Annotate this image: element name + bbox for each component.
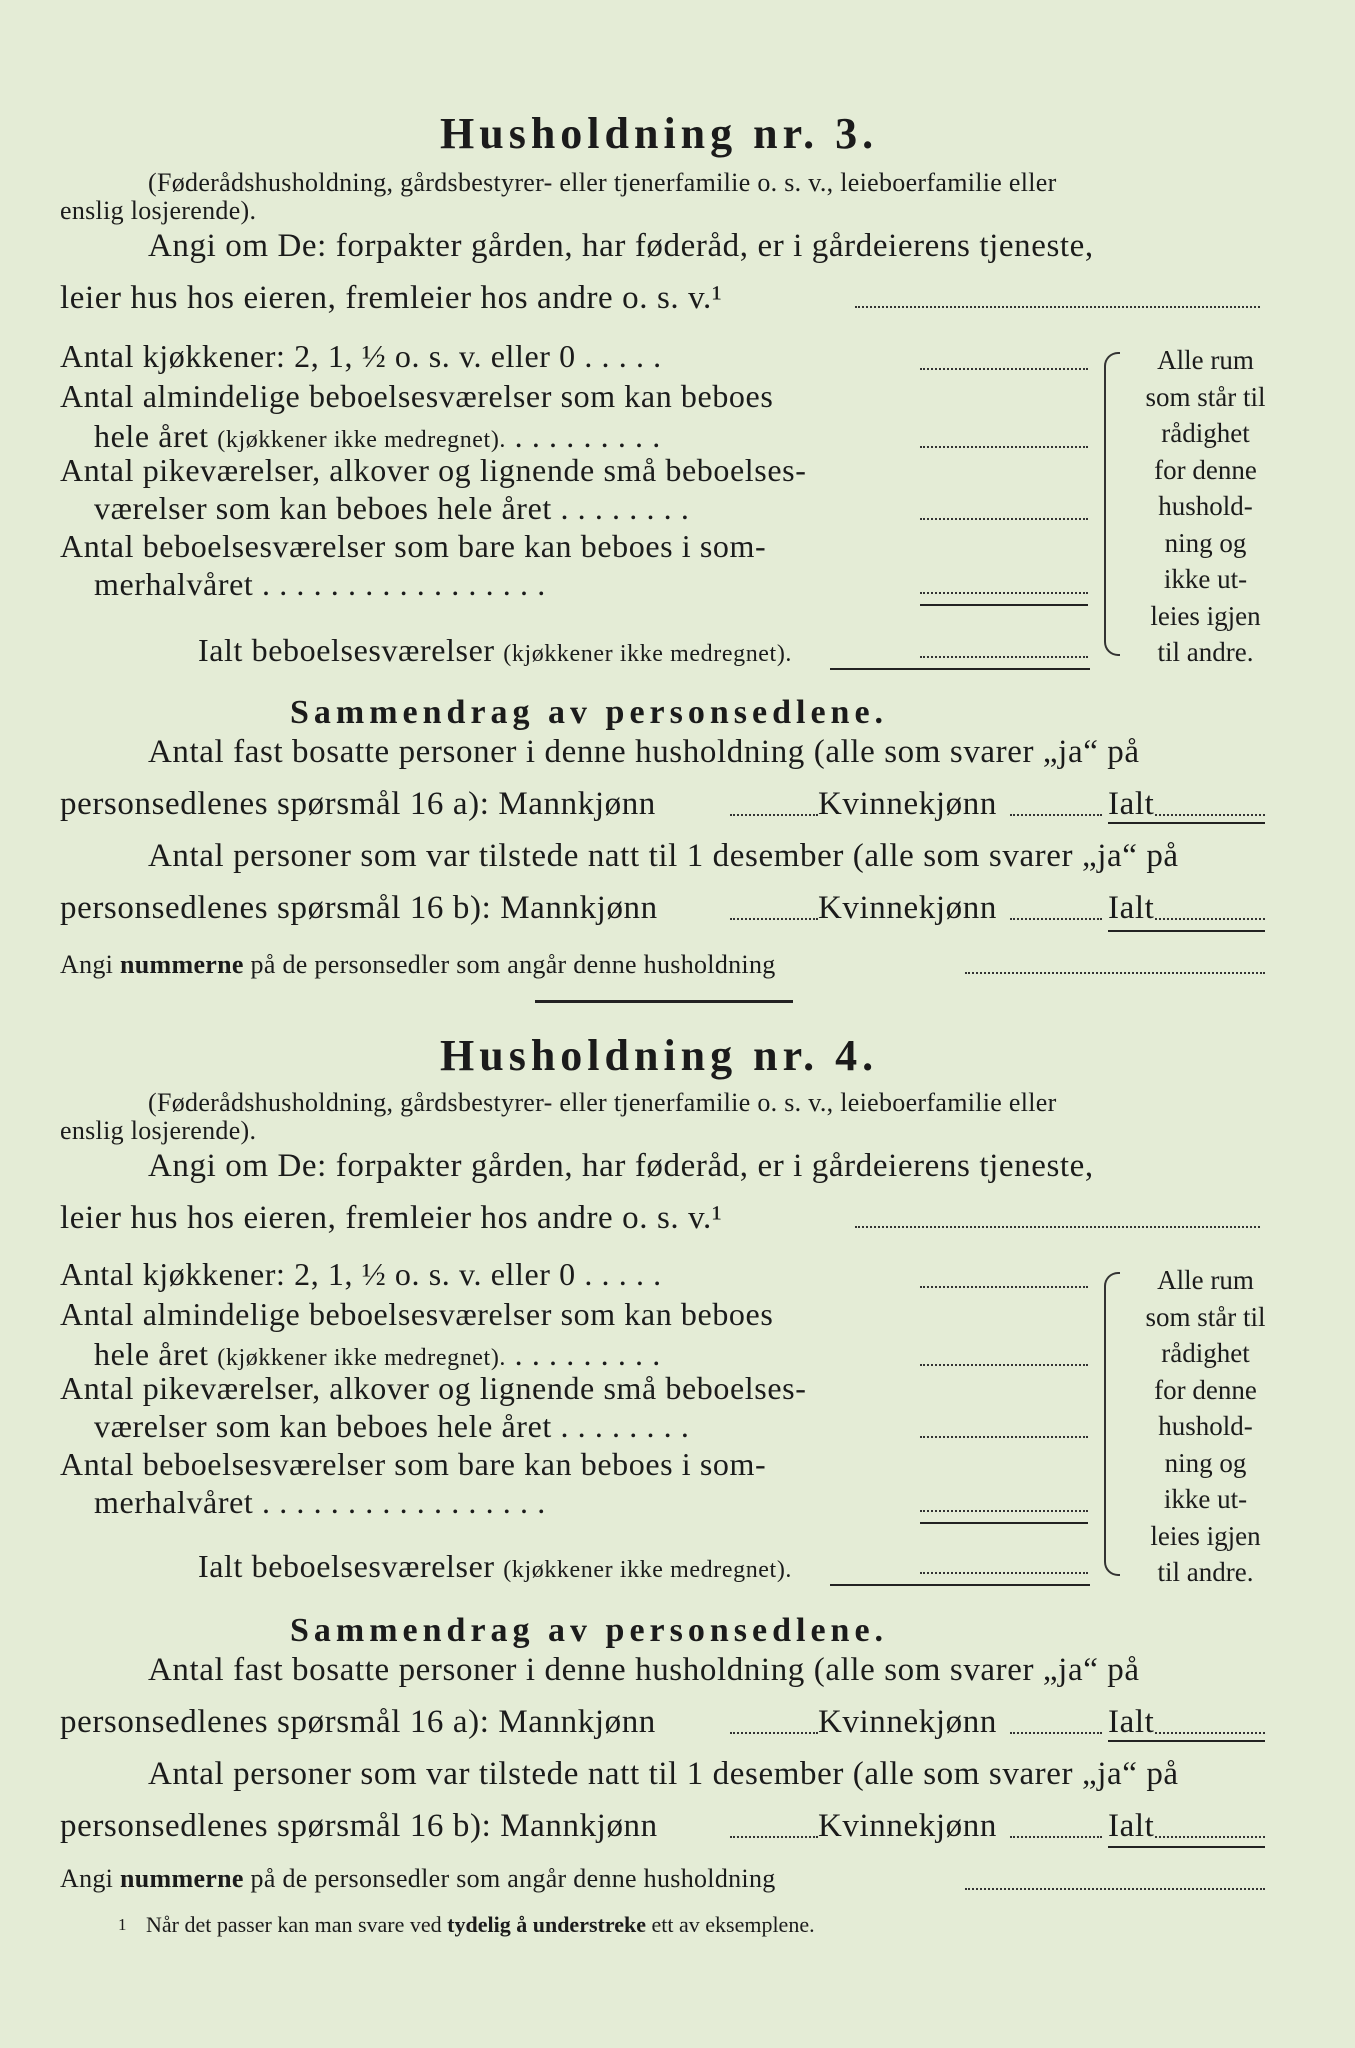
side-note [1118, 342, 1293, 671]
numbers-bold: nummerne [120, 950, 244, 979]
numbers-answer-field[interactable] [965, 972, 1265, 974]
numbers-pre: Angi [60, 1864, 114, 1893]
footnote-pre: Når det passer kan man svare ved [146, 1912, 442, 1937]
resident-female-field[interactable] [1010, 814, 1102, 816]
side-note-line: ikke ut- [1163, 1484, 1248, 1514]
ask-line1: Angi om De: forpakter gården, har føderåd, er i gårdeierens tjeneste, [148, 1148, 1094, 1184]
side-note-line: hushold- [1158, 491, 1253, 521]
side-note [1118, 1262, 1293, 1591]
kitchens-answer-field[interactable] [920, 1286, 1088, 1288]
rooms-line2-dots: . . . . . . . . . [514, 1336, 661, 1372]
tenancy-answer-field[interactable] [855, 306, 1260, 308]
total-rooms-answer-field[interactable] [920, 656, 1088, 658]
maid-rooms-answer-field[interactable] [920, 518, 1088, 520]
summary-title: Sammendrag av personsedlene. [290, 694, 889, 731]
present-total-underline [1108, 1846, 1265, 1848]
present-total-label: Ialt [1108, 1808, 1155, 1844]
resident-total-field[interactable] [1155, 1732, 1265, 1734]
rooms-line2-main: hele året [94, 418, 209, 454]
summer-rooms-line2: merhalvåret . . . . . . . . . . . . . . . . . [94, 566, 546, 602]
side-note-line: til andre. [1157, 637, 1254, 667]
rooms-line1: Antal almindelige beboelsesværelser som kan beboes [60, 378, 774, 414]
footnote-bold: tydelig å understreke [447, 1912, 646, 1937]
rooms-line2 [94, 418, 661, 455]
tenancy-answer-field[interactable] [855, 1226, 1260, 1228]
maid-rooms-line2: værelser som kan beboes hele året . . . . . . . . [94, 1408, 690, 1444]
numbers-post: på de personsedler som angår denne husholdning [250, 1864, 776, 1893]
total-rooms-underline [830, 668, 1090, 670]
ask-line2: leier hus hos eieren, fremleier hos andre o. s. v.¹ [60, 280, 723, 316]
present-line2: personsedlenes spørsmål 16 b): Mannkjønn [60, 890, 658, 926]
side-note-line: ikke ut- [1163, 564, 1248, 594]
side-note-line: som står til [1145, 381, 1266, 412]
present-male-field[interactable] [730, 1836, 818, 1838]
present-male-field[interactable] [730, 918, 818, 920]
present-line1: Antal personer som var tilstede natt til 1 desember (alle som svarer „ja“ på [148, 838, 1179, 874]
household-title: Husholdning nr. 4. [440, 1031, 879, 1080]
numbers-line [60, 1864, 776, 1894]
rooms-line2 [94, 1336, 661, 1373]
summer-rooms-line2: merhalvåret . . . . . . . . . . . . . . . . . [94, 1484, 546, 1520]
present-line2: personsedlenes spørsmål 16 b): Mannkjønn [60, 1808, 658, 1844]
rooms-line2-paren: (kjøkkener ikke medregnet). [217, 427, 507, 453]
kitchens-label: Antal kjøkkener: 2, 1, ½ o. s. v. eller 0 . . . . . [60, 1256, 662, 1292]
sum-rule [920, 1522, 1088, 1524]
present-total-underline [1108, 930, 1265, 932]
summer-rooms-answer-field[interactable] [920, 1510, 1088, 1512]
summary-title: Sammendrag av personsedlene. [290, 1612, 889, 1649]
total-rooms-underline [830, 1584, 1090, 1586]
kitchens-label: Antal kjøkkener: 2, 1, ½ o. s. v. eller 0 . . . . . [60, 338, 662, 374]
summer-rooms-answer-field[interactable] [920, 592, 1088, 594]
side-note-line: Alle rum [1157, 345, 1254, 375]
numbers-pre: Angi [60, 950, 114, 979]
resident-male-field[interactable] [730, 814, 818, 816]
resident-total-field[interactable] [1155, 814, 1265, 816]
side-note-line: hushold- [1158, 1411, 1253, 1441]
resident-total-underline [1108, 1740, 1265, 1742]
present-line1: Antal personer som var tilstede natt til 1 desember (alle som svarer „ja“ på [148, 1756, 1179, 1792]
total-rooms-main: Ialt beboelsesværelser [198, 632, 495, 668]
total-rooms-label [198, 632, 792, 669]
resident-total-label: Ialt [1108, 786, 1155, 822]
household-title: Husholdning nr. 3. [440, 109, 879, 158]
total-rooms-main: Ialt beboelsesværelser [198, 1548, 495, 1584]
present-female-field[interactable] [1010, 1836, 1102, 1838]
side-note-line: Alle rum [1157, 1265, 1254, 1295]
ask-line1: Angi om De: forpakter gården, har føderåd, er i gårdeierens tjeneste, [148, 228, 1094, 264]
resident-male-field[interactable] [730, 1732, 818, 1734]
total-rooms-answer-field[interactable] [920, 1572, 1088, 1574]
maid-rooms-answer-field[interactable] [920, 1436, 1088, 1438]
side-note-line: til andre. [1157, 1557, 1254, 1587]
total-rooms-label [198, 1548, 792, 1585]
resident-line1: Antal fast bosatte personer i denne husholdning (alle som svarer „ja“ på [148, 1652, 1140, 1688]
summer-rooms-line1: Antal beboelsesværelser som bare kan beboes i som- [60, 528, 767, 564]
footnote-post: ett av eksemplene. [651, 1912, 815, 1937]
present-total-label: Ialt [1108, 890, 1155, 926]
rooms-answer-field[interactable] [920, 446, 1088, 448]
resident-female-label: Kvinnekjønn [818, 1704, 997, 1740]
side-note-line: rådighet [1161, 1338, 1250, 1368]
present-female-label: Kvinnekjønn [818, 1808, 997, 1844]
numbers-answer-field[interactable] [965, 1888, 1265, 1890]
household-note-line1: (Føderådshusholdning, gårdsbestyrer- eller tjenerfamilie o. s. v., leieboerfamilie eller [148, 1088, 1057, 1117]
rooms-line2-main: hele året [94, 1336, 209, 1372]
sum-rule [920, 604, 1088, 606]
numbers-post: på de personsedler som angår denne husholdning [250, 950, 776, 979]
rooms-answer-field[interactable] [920, 1364, 1088, 1366]
present-total-field[interactable] [1155, 918, 1265, 920]
present-female-field[interactable] [1010, 918, 1102, 920]
maid-rooms-line1: Antal pikeværelser, alkover og lignende små beboelses- [60, 1370, 807, 1406]
side-note-line: som står til [1145, 1301, 1266, 1332]
side-note-line: for denne [1154, 1374, 1257, 1405]
household-note-line2: enslig losjerende). [60, 1116, 257, 1145]
household-note-line1: (Føderådshusholdning, gårdsbestyrer- eller tjenerfamilie o. s. v., leieboerfamilie eller [148, 168, 1057, 197]
present-total-field[interactable] [1155, 1836, 1265, 1838]
rooms-line2-paren: (kjøkkener ikke medregnet). [217, 1345, 507, 1371]
resident-line2: personsedlenes spørsmål 16 a): Mannkjønn [60, 1704, 656, 1740]
resident-total-underline [1108, 822, 1265, 824]
present-female-label: Kvinnekjønn [818, 890, 997, 926]
maid-rooms-line1: Antal pikeværelser, alkover og lignende små beboelses- [60, 452, 807, 488]
numbers-bold: nummerne [120, 1864, 244, 1893]
household-note-line2: enslig losjerende). [60, 196, 257, 225]
numbers-line [60, 950, 776, 980]
total-rooms-paren: (kjøkkener ikke medregnet). [503, 1557, 793, 1583]
resident-female-label: Kvinnekjønn [818, 786, 997, 822]
side-note-line: ning og [1164, 527, 1247, 558]
footnote [118, 1912, 815, 1938]
side-note-line: leies igjen [1150, 600, 1261, 631]
total-rooms-paren: (kjøkkener ikke medregnet). [503, 641, 793, 667]
side-note-line: for denne [1154, 454, 1257, 485]
ask-line2: leier hus hos eieren, fremleier hos andre o. s. v.¹ [60, 1200, 723, 1236]
resident-line2: personsedlenes spørsmål 16 a): Mannkjønn [60, 786, 656, 822]
resident-line1: Antal fast bosatte personer i denne husholdning (alle som svarer „ja“ på [148, 734, 1140, 770]
side-note-line: ning og [1164, 1447, 1247, 1478]
summer-rooms-line1: Antal beboelsesværelser som bare kan beboes i som- [60, 1446, 767, 1482]
resident-total-label: Ialt [1108, 1704, 1155, 1740]
kitchens-answer-field[interactable] [920, 368, 1088, 370]
rooms-line1: Antal almindelige beboelsesværelser som kan beboes [60, 1296, 774, 1332]
side-note-line: leies igjen [1150, 1520, 1261, 1551]
maid-rooms-line2: værelser som kan beboes hele året . . . . . . . . [94, 490, 690, 526]
resident-female-field[interactable] [1010, 1732, 1102, 1734]
footnote-marker: 1 [118, 1915, 127, 1934]
section-divider [535, 1000, 793, 1003]
side-note-line: rådighet [1161, 418, 1250, 448]
rooms-line2-dots: . . . . . . . . . [514, 418, 661, 454]
